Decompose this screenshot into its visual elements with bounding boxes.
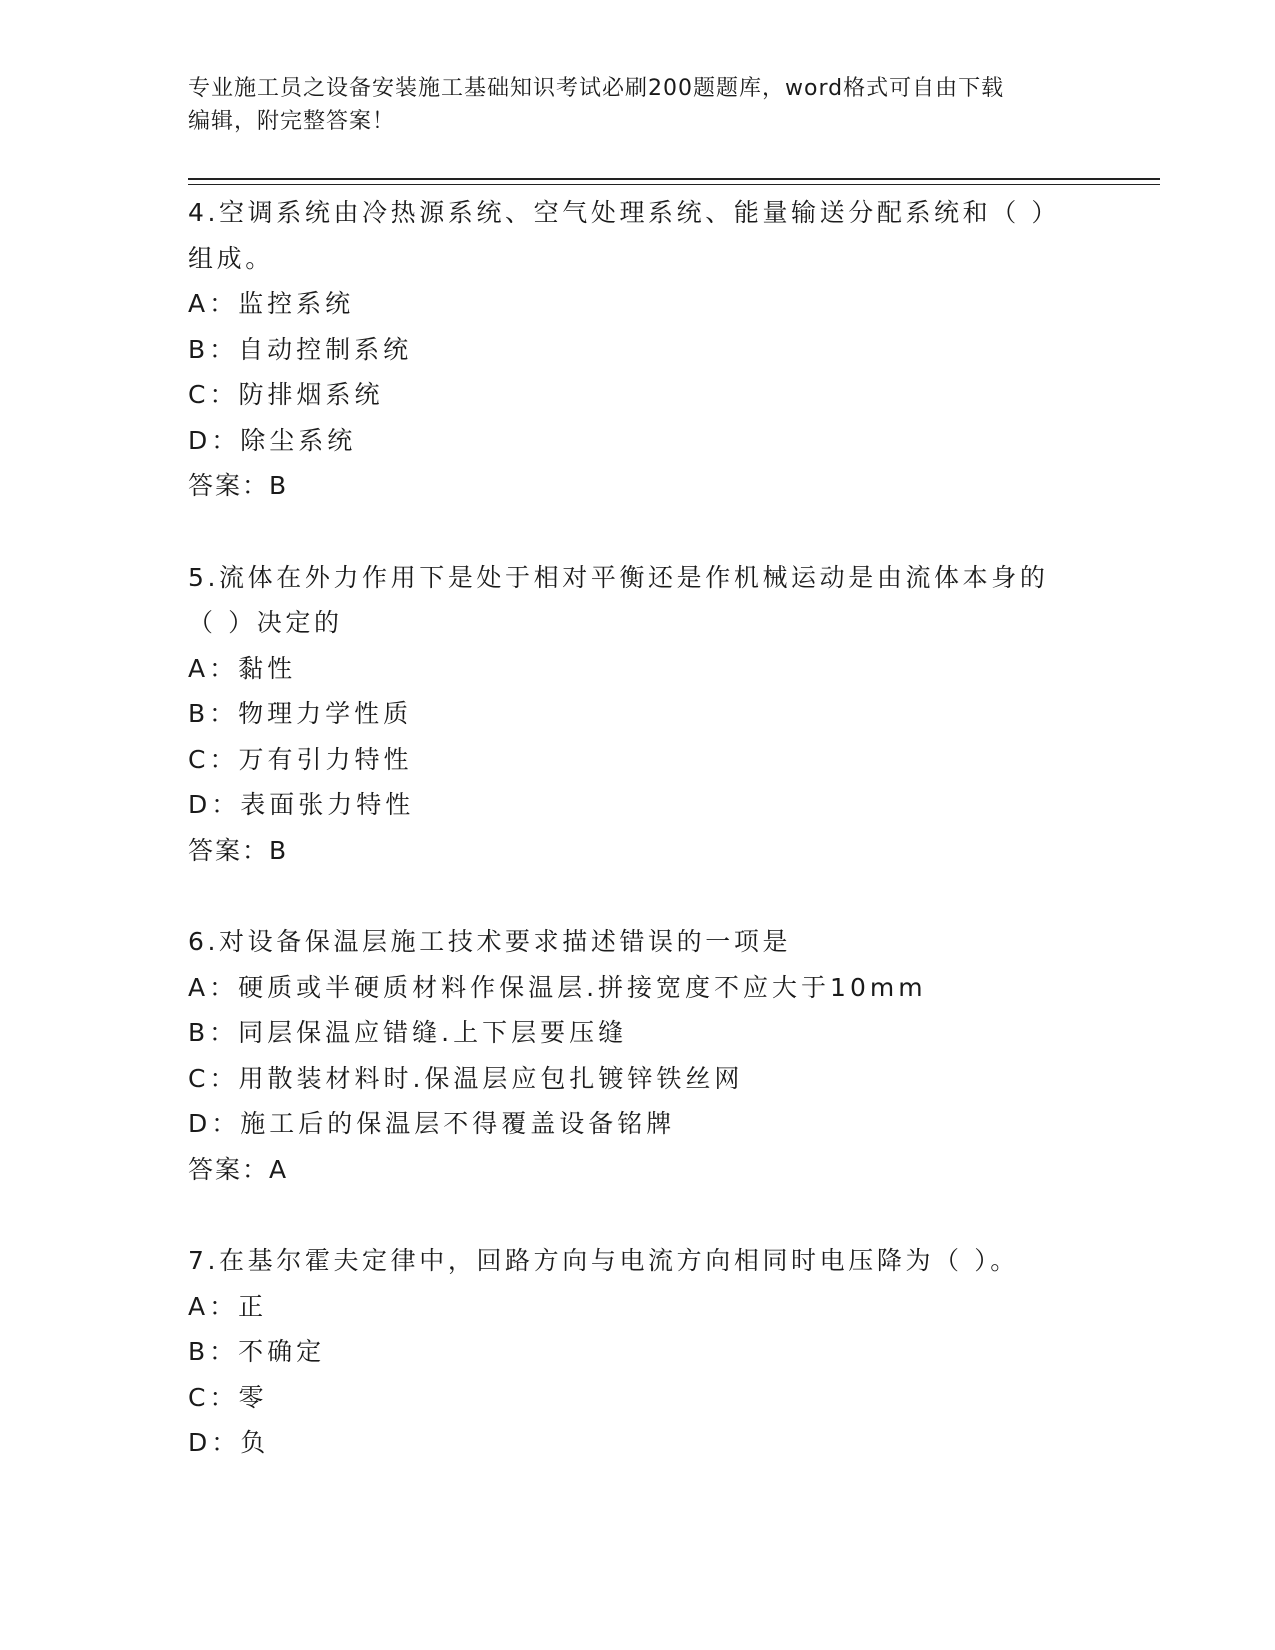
option-a: A：监控系统 xyxy=(188,289,355,318)
question-6 xyxy=(188,919,1088,1192)
option-a: A：正 xyxy=(188,1291,268,1321)
option-b: B：不确定 xyxy=(188,1337,326,1366)
header-line-1: 专业施工员之设备安装施工基础知识考试必刷200题题库，word格式可自由下载 xyxy=(188,76,1005,101)
option-d: D：表面张力特性 xyxy=(188,790,415,819)
option-d: D：除尘系统 xyxy=(188,425,357,455)
question-stem: 组成。 xyxy=(188,243,274,273)
option-b: B：同层保温应错缝.上下层要压缝 xyxy=(188,1018,628,1047)
answer-line: 答案：A xyxy=(188,1154,289,1184)
option-c: C：万有引力特性 xyxy=(188,744,413,774)
question-stem: 7.在基尔霍夫定律中，回路方向与电流方向相同时电压降为（ ）。 xyxy=(188,1246,1019,1275)
header-line-2: 编辑，附完整答案！ xyxy=(188,109,396,134)
question-7 xyxy=(188,1238,1088,1466)
question-stem: 4.空调系统由冷热源系统、空气处理系统、能量输送分配系统和（ ） xyxy=(188,198,1061,227)
question-stem: （ ）决定的 xyxy=(188,608,343,637)
option-d: D：施工后的保温层不得覆盖设备铭牌 xyxy=(188,1109,676,1138)
document-header xyxy=(188,72,1088,138)
option-a: A：黏性 xyxy=(188,653,297,683)
question-list xyxy=(188,190,1088,1512)
question-stem: 6.对设备保温层施工技术要求描述错误的一项是 xyxy=(188,927,792,956)
answer-line: 答案：B xyxy=(188,471,289,500)
option-c: C：零 xyxy=(188,1382,268,1412)
option-c: C：防排烟系统 xyxy=(188,380,384,409)
option-b: B：物理力学性质 xyxy=(188,699,413,728)
question-5 xyxy=(188,555,1088,874)
question-stem: 5.流体在外力作用下是处于相对平衡还是作机械运动是由流体本身的 xyxy=(188,562,1049,592)
answer-line: 答案：B xyxy=(188,835,289,865)
option-a: A：硬质或半硬质材料作保温层.拼接宽度不应大于10mm xyxy=(188,972,927,1002)
option-c: C：用散装材料时.保温层应包扎镀锌铁丝网 xyxy=(188,1063,744,1093)
option-d: D：负 xyxy=(188,1428,270,1457)
header-divider-thick xyxy=(188,178,1160,180)
option-b: B：自动控制系统 xyxy=(188,334,413,364)
question-4 xyxy=(188,190,1088,509)
header-divider-thin xyxy=(188,184,1160,185)
